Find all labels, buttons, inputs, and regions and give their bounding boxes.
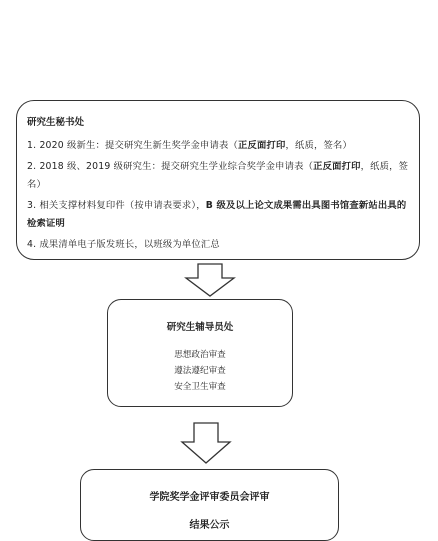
secretary-office-box bbox=[16, 100, 420, 260]
review-list bbox=[108, 347, 292, 395]
committee-box bbox=[80, 469, 339, 541]
committee-title: 学院奖学金评审委员会评审 bbox=[149, 492, 270, 503]
counselor-office-title: 研究生辅导员处 bbox=[166, 322, 234, 333]
requirement-text-tail: ，纸质，签名） bbox=[285, 140, 352, 151]
requirement-text-tail: ，纸质，签名） bbox=[27, 161, 409, 190]
requirement-number: 4. bbox=[27, 239, 37, 250]
requirement-number: 2. bbox=[27, 161, 37, 172]
counselor-office-box bbox=[107, 299, 293, 407]
requirement-number: 3. bbox=[27, 200, 37, 211]
review-safety: 安全卫生审查 bbox=[174, 382, 226, 392]
requirement-emphasis: 正反面打印 bbox=[238, 140, 286, 151]
requirement-item-3 bbox=[27, 197, 409, 233]
requirement-item-4 bbox=[27, 236, 409, 254]
secretary-office-title: 研究生秘书处 bbox=[27, 117, 85, 128]
requirement-text: 相关支撑材料复印件（按申请表要求）， bbox=[39, 200, 206, 211]
requirement-emphasis: B 级及以上论文成果需出具图书馆查新站出具的检索证明 bbox=[27, 200, 407, 229]
requirement-text: 成果清单电子版发班长，以班级为单位汇总 bbox=[39, 239, 220, 250]
requirement-text: 2020 级新生：提交研究生新生奖学金申请表（ bbox=[39, 140, 238, 151]
review-political: 思想政治审查 bbox=[174, 350, 226, 360]
flow-arrow-1 bbox=[184, 263, 236, 297]
result-announcement: 结果公示 bbox=[189, 520, 230, 531]
requirement-item-1 bbox=[27, 137, 409, 155]
flow-arrow-2 bbox=[180, 422, 232, 464]
requirement-emphasis: 正反面打印 bbox=[313, 161, 361, 172]
requirement-number: 1. bbox=[27, 140, 37, 151]
requirement-text: 2018 级、2019 级研究生：提交研究生学业综合奖学金申请表（ bbox=[39, 161, 314, 172]
requirement-item-2 bbox=[27, 158, 409, 194]
review-discipline: 遵法遵纪审查 bbox=[174, 366, 226, 376]
